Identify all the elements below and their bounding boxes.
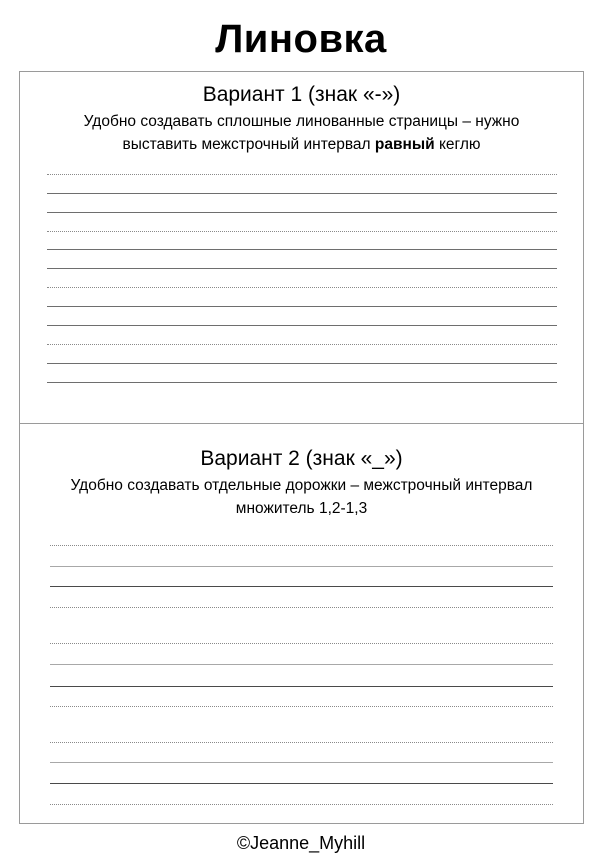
- ruled-line-dotted: [50, 545, 553, 546]
- ruled-line-grey: [50, 566, 553, 567]
- copyright-footer: ©Jeanne_Myhill: [236, 833, 366, 853]
- ruled-line-grey: [50, 664, 553, 665]
- ruled-line-solid1: [47, 325, 557, 326]
- variant-1-desc-text: выставить межстрочный интервал: [122, 136, 375, 153]
- ruled-line-solid1: [47, 363, 557, 364]
- page-title: Линовка: [215, 17, 387, 61]
- ruled-line-solid1: [47, 306, 557, 307]
- ruled-line-solid1: [47, 212, 557, 213]
- ruled-line-dotted: [47, 231, 557, 232]
- ruled-line-dotted: [47, 287, 557, 288]
- ruled-line-solid1: [47, 382, 557, 383]
- variant-1-desc-text-end: кеглю: [434, 136, 481, 153]
- variant-2-description-line2: множитель 1,2-1,3: [235, 500, 368, 517]
- ruled-line-dotted: [50, 742, 553, 743]
- ruled-line-grey: [50, 762, 553, 763]
- ruled-line-dotted: [50, 643, 553, 644]
- variant-1-description-line2: [20, 133, 583, 156]
- ruled-line-dark: [50, 783, 553, 784]
- ruled-line-dark: [50, 686, 553, 687]
- variant-1-desc-bold: равный: [374, 136, 435, 153]
- ruled-line-dotted: [47, 174, 557, 175]
- ruled-line-dotted: [47, 344, 557, 345]
- variant-1-panel: [19, 71, 584, 424]
- variant-1-description-line1: Удобно создавать сплошные линованные страницы – нужно: [83, 113, 520, 130]
- ruled-line-solid1: [47, 193, 557, 194]
- ruled-line-dotted: [50, 607, 553, 608]
- ruled-line-solid1: [47, 249, 557, 250]
- ruled-line-dotted: [50, 706, 553, 707]
- ruled-line-solid1: [47, 268, 557, 269]
- ruled-line-dotted: [50, 804, 553, 805]
- variant-2-heading: Вариант 2 (знак «_»): [200, 447, 403, 470]
- variant-1-heading: Вариант 1 (знак «-»): [202, 83, 401, 106]
- variant-2-panel: [19, 423, 584, 824]
- variant-2-description-line1: Удобно создавать отдельные дорожки – межстрочный интервал: [70, 477, 533, 494]
- ruled-line-dark: [50, 586, 553, 587]
